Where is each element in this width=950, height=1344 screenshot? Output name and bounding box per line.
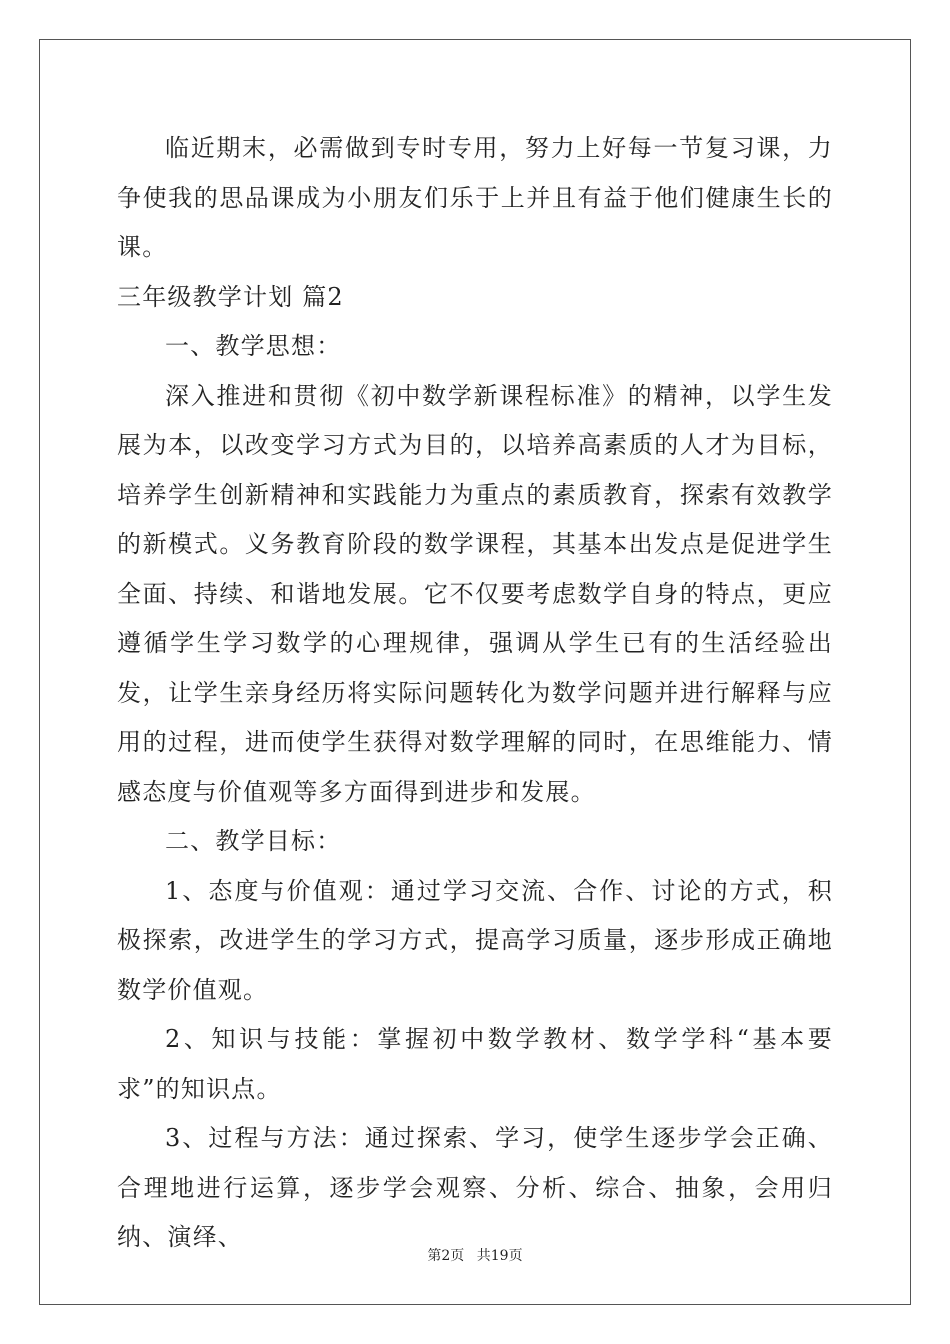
paragraph-closing: 临近期末，必需做到专时专用，努力上好每一节复习课，力争使我的思品课成为小朋友们乐于上并且有益于他们健康生长的课。 (117, 134, 833, 261)
goal-item-3: 3、过程与方法：通过探索、学习，使学生逐步学会正确、合理地进行运算，逐步学会观察、分析、综合、抽象，会用归纳、演绎、 (117, 1124, 833, 1251)
page-footer (0, 1245, 950, 1265)
goal-item-1: 1、态度与价值观：通过学习交流、合作、讨论的方式，积极探索，改进学生的学习方式，提高学习质量，逐步形成正确地数学价值观。 (117, 876, 833, 1004)
document-body (117, 124, 833, 1263)
page-number: 第2页 (427, 1248, 465, 1264)
heading-teaching-goals: 二、教学目标： (165, 827, 342, 855)
section-title: 三年级教学计划 篇2 (117, 282, 344, 311)
paragraph-teaching-thought: 深入推进和贯彻《初中数学新课程标准》的精神，以学生发展为本，以改变学习方式为目的，以培养高素质的人才为目标，培养学生创新精神和实践能力为重点的素质教育，探索有效教学的新模式。义务教育阶段的数学课程，其基本出发点是促进学生全面、持续、和谐地发展。它不仅要考虑数学自身的特点，更应遵循学生学习数学的心理规律，强调从学生已有的生活经验出发，让学生亲身经历将实际问题转化为数学问题并进行解释与应用的过程，进而使学生获得对数学理解的同时，在思维能力、情感态度与价值观等多方面得到进步和发展。 (117, 381, 833, 806)
page-total: 共19页 (476, 1248, 523, 1264)
goal-item-2: 2、知识与技能：掌握初中数学教材、数学学科“基本要求”的知识点。 (117, 1025, 833, 1103)
heading-teaching-thought: 一、教学思想： (165, 332, 342, 360)
